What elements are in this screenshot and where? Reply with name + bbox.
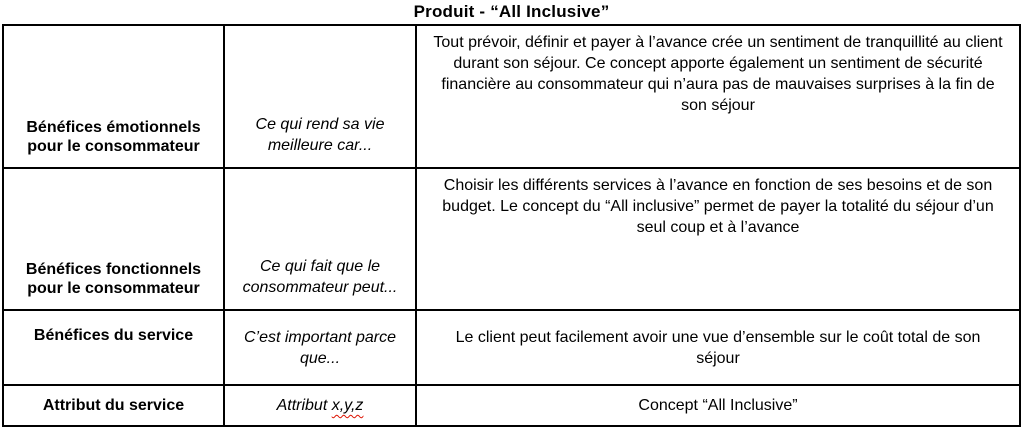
table-row-functional-benefits bbox=[3, 168, 1020, 310]
row-prompt-functional-benefits: Ce qui fait que le consommateur peut... bbox=[224, 168, 416, 310]
row-label-functional-benefits: Bénéfices fonctionnels pour le consommateur bbox=[3, 168, 224, 310]
row-label-emotional-benefits: Bénéfices émotionnels pour le consommateur bbox=[3, 25, 224, 168]
table-row-service-attribute bbox=[3, 385, 1020, 426]
row-content-functional-benefits: Choisir les différents services à l’avance en fonction de ses besoins et de son budget. Le concept du “All inclusive” permet de payer la totalité du séjour d’un seul coup et à l’avance bbox=[416, 168, 1020, 310]
row-content-emotional-benefits: Tout prévoir, définir et payer à l’avance crée un sentiment de tranquillité au client durant son séjour. Ce concept apporte également un sentiment de sécurité financière au consommateur qui n’aura pas de mauvaises surprises à la fin de son séjour bbox=[416, 25, 1020, 168]
attribute-xyz-spellcheck-text: x,y,z bbox=[331, 397, 364, 414]
page-title: Produit - “All Inclusive” bbox=[413, 2, 610, 21]
benefits-table bbox=[2, 24, 1021, 427]
row-prompt-emotional-benefits: Ce qui rend sa vie meilleure car... bbox=[224, 25, 416, 168]
table-row-service-benefits bbox=[3, 310, 1020, 385]
table-row-emotional-benefits bbox=[3, 25, 1020, 168]
row-prompt-service-benefits: C’est important parce que... bbox=[224, 310, 416, 385]
row-label-service-attribute: Attribut du service bbox=[3, 385, 224, 426]
attribute-prompt-text: Attribut bbox=[276, 397, 332, 414]
row-prompt-service-attribute bbox=[224, 385, 416, 426]
row-label-service-benefits: Bénéfices du service bbox=[3, 310, 224, 385]
row-content-service-attribute: Concept “All Inclusive” bbox=[416, 385, 1020, 426]
row-content-service-benefits: Le client peut facilement avoir une vue d’ensemble sur le coût total de son séjour bbox=[416, 310, 1020, 385]
